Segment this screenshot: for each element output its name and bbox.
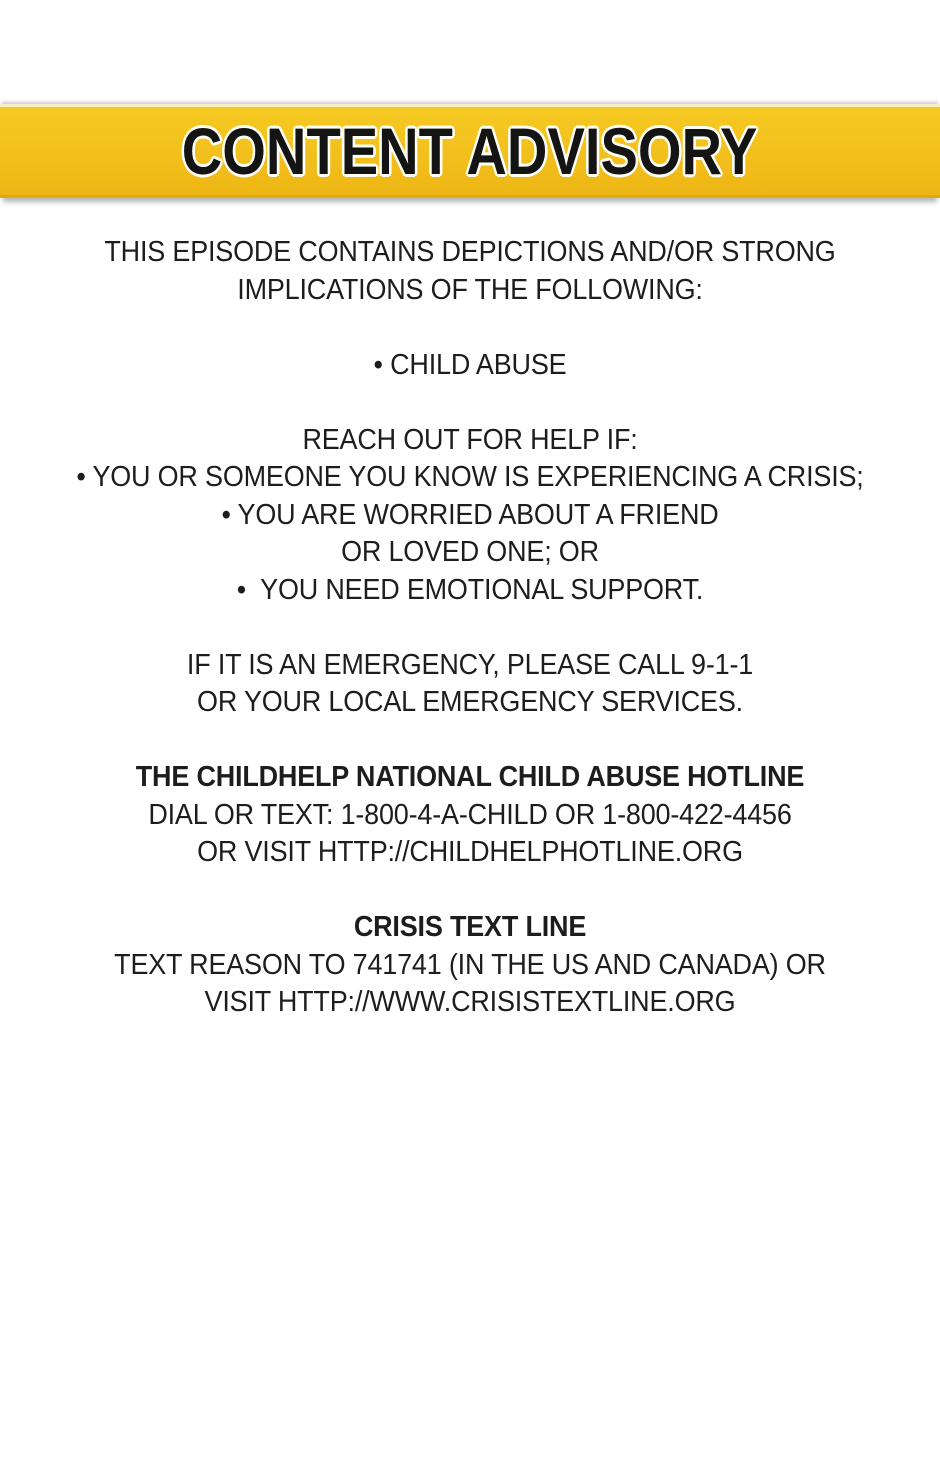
warning-item: • CHILD ABUSE xyxy=(373,348,567,381)
reach-out-item: • YOU NEED EMOTIONAL SUPPORT. xyxy=(236,573,704,606)
content-advisory-banner xyxy=(0,104,940,198)
intro-paragraph xyxy=(33,234,907,309)
crisis-text-line-url: VISIT HTTP://WWW.CRISISTEXTLINE.ORG xyxy=(204,986,736,1018)
content-advisory-title: CONTENT ADVISORY xyxy=(182,114,758,188)
warning-list xyxy=(33,347,907,385)
advisory-body xyxy=(0,198,940,1022)
emergency-line: IF IT IS AN EMERGENCY, PLEASE CALL 9-1-1 xyxy=(186,648,754,681)
intro-line: IMPLICATIONS OF THE FOLLOWING: xyxy=(237,273,703,306)
emergency-paragraph xyxy=(33,647,907,722)
childhelp-hotline-url: OR VISIT HTTP://CHILDHELPHOTLINE.ORG xyxy=(197,836,743,868)
reach-out-paragraph xyxy=(33,422,907,610)
reach-out-heading: REACH OUT FOR HELP IF: xyxy=(302,423,638,456)
reach-out-item-continuation: OR LOVED ONE; OR xyxy=(341,536,599,568)
reach-out-item: • YOU OR SOMEONE YOU KNOW IS EXPERIENCING A CRISIS; xyxy=(76,461,864,493)
reach-out-item: • YOU ARE WORRIED ABOUT A FRIEND xyxy=(221,498,719,531)
intro-line: THIS EPISODE CONTAINS DEPICTIONS AND/OR STRONG xyxy=(104,236,836,268)
crisis-text-line-contact: TEXT REASON TO 741741 (IN THE US AND CANADA) OR xyxy=(114,948,826,981)
childhelp-hotline-paragraph xyxy=(33,759,907,872)
childhelp-hotline-contact: DIAL OR TEXT: 1-800-4-A-CHILD OR 1-800-422-4456 xyxy=(148,798,792,831)
emergency-line: OR YOUR LOCAL EMERGENCY SERVICES. xyxy=(197,686,743,718)
crisis-text-line-paragraph xyxy=(33,909,907,1022)
crisis-text-line-title: CRISIS TEXT LINE xyxy=(353,911,587,943)
advisory-text-column xyxy=(33,234,907,1022)
childhelp-hotline-title: THE CHILDHELP NATIONAL CHILD ABUSE HOTLINE xyxy=(135,761,805,793)
